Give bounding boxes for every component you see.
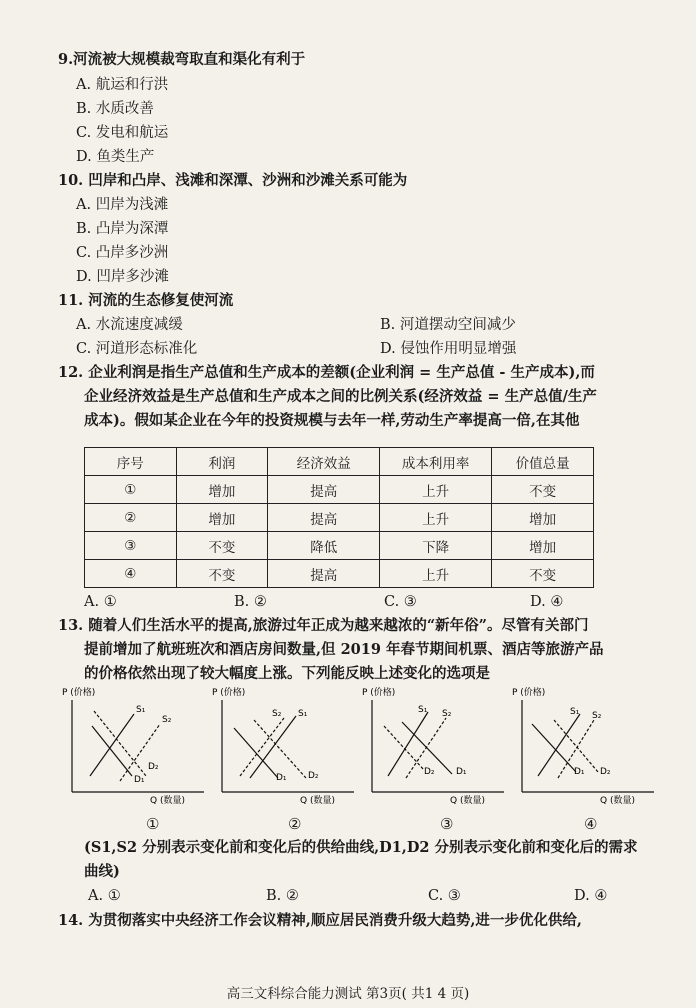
x-axis-label: Q (数量) [150,796,185,806]
demand-curve-d2 [94,711,146,776]
label-s2: S₂ [592,711,602,721]
table-row [85,504,594,532]
x-axis-label: Q (数量) [450,796,485,806]
label-s2: S₂ [272,709,282,719]
table-cell: 提高 [268,560,380,588]
label-d1: D₁ [134,775,145,785]
q13-stem-line-2: 提前增加了航班班次和酒店房间数量,但 2019 年春节期间机票、酒店等旅游产品 [84,641,604,658]
label-d2: D₂ [600,767,611,777]
label-d1: D₁ [574,767,585,777]
table-cell: 不变 [176,560,268,588]
table-cell: 上升 [380,560,492,588]
table-row [85,560,594,588]
label-s1: S₁ [418,705,428,715]
supply-curve-s1 [388,712,428,776]
y-axis-label: P (价格) [62,688,96,698]
table-cell: 增加 [492,504,594,532]
supply-curve-s2 [120,724,160,781]
table-cell: 增加 [492,532,594,560]
q13-option-c: C. ③ [428,888,461,904]
table-cell: 上升 [380,504,492,532]
q12-stem-line-1: 12. 企业利润是指生产总值和生产成本的差额(企业利润 = 生产总值 - 生产成本),而 [58,364,595,381]
supply-curve-s2 [240,718,284,776]
label-d1: D₁ [456,767,467,777]
q11-option-c: C. 河道形态标准化 [76,341,198,357]
table-row [85,532,594,560]
table-cell: 增加 [176,476,268,504]
q10-stem: 10. 凹岸和凸岸、浅滩和深潭、沙洲和沙滩关系可能为 [58,172,408,189]
q12-stem-line-2: 企业经济效益是生产总值和生产成本之间的比例关系(经济效益 = 生产总值/生产 [84,388,597,405]
q10-option-d: D. 凹岸多沙滩 [76,269,169,285]
figure-number-3: ③ [440,815,454,833]
q10-option-b: B. 凸岸为深潭 [76,221,169,237]
supply-curve-s1 [90,714,134,776]
q13-option-b: B. ② [266,888,299,904]
q9-option-c: C. 发电和航运 [76,125,169,141]
q13-note-line-1: (S1,S2 分别表示变化前和变化后的供给曲线,D1,D2 分别表示变化前和变化后的需求 [84,839,638,856]
demand-curve-d2 [254,720,306,778]
figure-number-1: ① [146,815,160,833]
label-s2: S₂ [442,709,452,719]
x-axis-label: Q (数量) [300,796,335,806]
label-s1: S₁ [570,707,580,717]
label-d2: D₂ [424,767,435,777]
table-cell: ④ [85,560,177,588]
q12-option-c: C. ③ [384,594,417,610]
table-cell: 增加 [176,504,268,532]
table-cell: 提高 [268,476,380,504]
q11-option-a: A. 水流速度减缓 [76,317,183,333]
y-axis-label: P (价格) [362,688,396,698]
supply-demand-graph-4 [512,686,662,806]
q11-option-d: D. 侵蚀作用明显增强 [380,341,517,357]
q13-option-a: A. ① [88,888,121,904]
q13-note-line-2: 曲线) [84,863,120,880]
label-s1: S₁ [298,709,308,719]
q11-option-b: B. 河道摆动空间减少 [380,317,516,333]
table-cell: 降低 [268,532,380,560]
table-cell: 下降 [380,532,492,560]
table-cell: ① [85,476,177,504]
q9-stem: 9.河流被大规模裁弯取直和渠化有利于 [58,51,306,68]
q9-option-a: A. 航运和行洪 [76,77,169,93]
q13-stem-line-1: 13. 随着人们生活水平的提高,旅游过年正成为越来越浓的“新年俗”。尽管有关部门 [58,617,589,634]
y-axis-label: P (价格) [212,688,246,698]
table-cell: ② [85,504,177,532]
q12-option-a: A. ① [84,594,117,610]
demand-curve-d1 [532,724,576,772]
table-header-cell: 利润 [176,448,268,476]
label-d1: D₁ [276,773,287,783]
q11-stem: 11. 河流的生态修复使河流 [58,292,234,309]
y-axis-label: P (价格) [512,688,546,698]
table-cell: 上升 [380,476,492,504]
q12-stem-line-3: 成本)。假如某企业在今年的投资规模与去年一样,劳动生产率提高一倍,在其他 [84,412,580,429]
q13-stem-line-3: 的价格依然出现了较大幅度上涨。下列能反映上述变化的选项是 [84,665,490,682]
table-cell: ③ [85,532,177,560]
table-header-cell: 成本利用率 [380,448,492,476]
table-row [85,476,594,504]
table-header-cell: 序号 [85,448,177,476]
label-d2: D₂ [148,762,159,772]
table-header-cell: 经济效益 [268,448,380,476]
q10-option-a: A. 凹岸为浅滩 [76,197,169,213]
q13-option-d: D. ④ [574,888,608,904]
demand-curve-d2 [554,720,598,772]
supply-demand-graph-3 [362,686,512,806]
q14-stem: 14. 为贯彻落实中央经济工作会议精神,顺应居民消费升级大趋势,进一步优化供给, [58,912,582,929]
q9-option-b: B. 水质改善 [76,101,154,117]
x-axis-label: Q (数量) [600,796,635,806]
q12-option-d: D. ④ [530,594,564,610]
q12-judgment-table [84,447,594,588]
q9-option-d: D. 鱼类生产 [76,149,155,165]
label-s2: S₂ [162,715,172,725]
figure-number-2: ② [288,815,302,833]
table-header-row [85,448,594,476]
table-cell: 不变 [176,532,268,560]
supply-demand-graph-1 [62,686,212,806]
table-header-cell: 价值总量 [492,448,594,476]
supply-demand-graph-2 [212,686,362,806]
table-cell: 不变 [492,476,594,504]
q12-option-b: B. ② [234,594,267,610]
demand-curve-d2 [384,726,424,770]
q10-option-c: C. 凸岸多沙洲 [76,245,169,261]
label-d2: D₂ [308,771,319,781]
label-s1: S₁ [136,705,146,715]
supply-curve-s1 [250,716,296,778]
figure-number-4: ④ [584,815,598,833]
table-cell: 提高 [268,504,380,532]
table-cell: 不变 [492,560,594,588]
page-footer: 高三文科综合能力测试 第3页( 共1 4 页) [226,986,470,1002]
